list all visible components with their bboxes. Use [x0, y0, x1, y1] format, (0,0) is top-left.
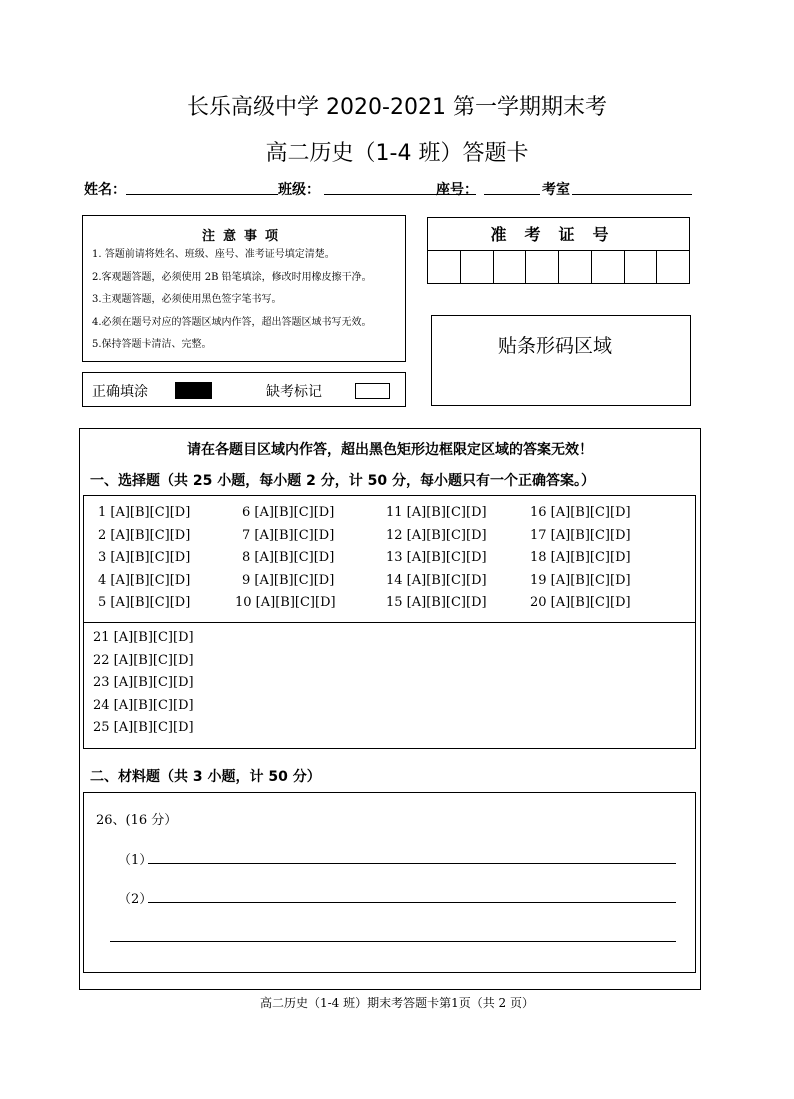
- exam-title: 长乐高级中学 2020-2021 第一学期期末考: [187, 95, 607, 120]
- choice-question-21[interactable]: 21 [A][B][C][D]: [93, 630, 194, 645]
- name-field[interactable]: [126, 194, 278, 195]
- student-info-row: [84, 179, 694, 199]
- exam-subtitle: 高二历史（1-4 班）答题卡: [265, 141, 529, 166]
- page-footer: 高二历史（1-4 班）期末考答题卡第1页（共 2 页）: [259, 996, 535, 1010]
- seat-field[interactable]: [484, 194, 540, 195]
- choice-question-19[interactable]: 19 [A][B][C][D]: [530, 572, 631, 588]
- choice-question-18[interactable]: 18 [A][B][C][D]: [530, 550, 631, 565]
- room-field[interactable]: [572, 194, 692, 195]
- choice-question-25[interactable]: 25 [A][B][C][D]: [93, 720, 194, 735]
- seat-label: 座号：: [436, 182, 478, 198]
- room-label: 考室: [542, 182, 570, 198]
- ticket-digit-cell[interactable]: [428, 251, 461, 284]
- choice-question-8[interactable]: 8 [A][B][C][D]: [242, 550, 335, 565]
- choice-question-12[interactable]: 12 [A][B][C][D]: [386, 527, 487, 543]
- choice-question-16[interactable]: 16 [A][B][C][D]: [530, 505, 631, 520]
- notes-box: [82, 215, 406, 362]
- choice-question-22[interactable]: 22 [A][B][C][D]: [93, 652, 194, 668]
- barcode-label: 贴条形码区域: [498, 335, 613, 357]
- section2-heading: 二、材料题（共 3 小题，计 50 分）: [90, 769, 321, 785]
- q26-label: 26、(16 分）: [96, 813, 178, 828]
- ticket-digit-cell[interactable]: [592, 251, 625, 284]
- choice-question-1[interactable]: 1 [A][B][C][D]: [98, 505, 191, 520]
- q26-sub1-label: （1）: [118, 853, 153, 868]
- choice-grid-1-20: [83, 495, 696, 623]
- choice-question-3[interactable]: 3 [A][B][C][D]: [98, 550, 191, 565]
- correct-fill-label: 正确填涂: [92, 384, 148, 400]
- ticket-digit-cell[interactable]: [526, 251, 559, 284]
- answer-warning: 请在各题目区域内作答，超出黑色矩形边框限定区域的答案无效！: [187, 442, 593, 458]
- choice-question-7[interactable]: 7 [A][B][C][D]: [242, 527, 335, 543]
- choice-question-23[interactable]: 23 [A][B][C][D]: [93, 675, 194, 690]
- q26-extra-line[interactable]: [110, 941, 676, 942]
- choice-question-13[interactable]: 13 [A][B][C][D]: [386, 550, 487, 565]
- ticket-digit-cell[interactable]: [625, 251, 658, 284]
- notes-item: 5.保持答题卡清洁、完整。: [92, 339, 212, 350]
- ticket-number-box: [427, 217, 690, 284]
- ticket-cells: [428, 251, 689, 284]
- choice-question-10[interactable]: 10 [A][B][C][D]: [235, 595, 336, 610]
- choice-question-20[interactable]: 20 [A][B][C][D]: [530, 595, 631, 610]
- choice-question-6[interactable]: 6 [A][B][C][D]: [242, 505, 335, 520]
- choice-question-24[interactable]: 24 [A][B][C][D]: [93, 697, 194, 713]
- ticket-digit-cell[interactable]: [494, 251, 527, 284]
- q26-sub2-line[interactable]: [148, 902, 676, 903]
- choice-question-2[interactable]: 2 [A][B][C][D]: [98, 527, 191, 543]
- choice-question-11[interactable]: 11 [A][B][C][D]: [386, 505, 487, 520]
- absent-mark-label: 缺考标记: [266, 384, 322, 400]
- material-question-box: [83, 792, 696, 973]
- ticket-digit-cell[interactable]: [461, 251, 494, 284]
- notes-heading: 注意事项: [201, 229, 286, 244]
- notes-item: 3.主观题答题，必须使用黑色签字笔书写。: [92, 294, 282, 305]
- choice-question-15[interactable]: 15 [A][B][C][D]: [386, 595, 487, 610]
- section1-heading: 一、选择题（共 25 小题，每小题 2 分，计 50 分，每小题只有一个正确答案。）: [90, 473, 595, 489]
- choice-grid-21-25: [83, 622, 696, 749]
- notes-item: 1. 答题前请将姓名、班级、座号、准考证号填定清楚。: [92, 249, 335, 260]
- correct-fill-sample: [175, 382, 212, 399]
- q26-sub1-line[interactable]: [148, 863, 676, 864]
- name-label: 姓名：: [84, 182, 126, 198]
- barcode-area: [431, 315, 691, 406]
- ticket-heading: 准考证号: [428, 218, 689, 251]
- ticket-digit-cell[interactable]: [559, 251, 592, 284]
- ticket-digit-cell[interactable]: [657, 251, 689, 284]
- fill-example-box: [82, 372, 406, 407]
- choice-question-4[interactable]: 4 [A][B][C][D]: [98, 572, 191, 588]
- choice-question-9[interactable]: 9 [A][B][C][D]: [242, 572, 335, 588]
- notes-item: 4.必须在题号对应的答题区域内作答，超出答题区域书写无效。: [92, 316, 372, 328]
- notes-item: 2.客观题答题，必须使用 2B 铅笔填涂，修改时用橡皮擦干净。: [92, 271, 372, 283]
- choice-question-5[interactable]: 5 [A][B][C][D]: [98, 595, 191, 610]
- absent-mark-box[interactable]: [355, 383, 390, 399]
- q26-sub2-label: （2）: [118, 892, 153, 907]
- class-label: 班级：: [278, 182, 320, 198]
- choice-question-14[interactable]: 14 [A][B][C][D]: [386, 572, 487, 588]
- choice-question-17[interactable]: 17 [A][B][C][D]: [530, 527, 631, 543]
